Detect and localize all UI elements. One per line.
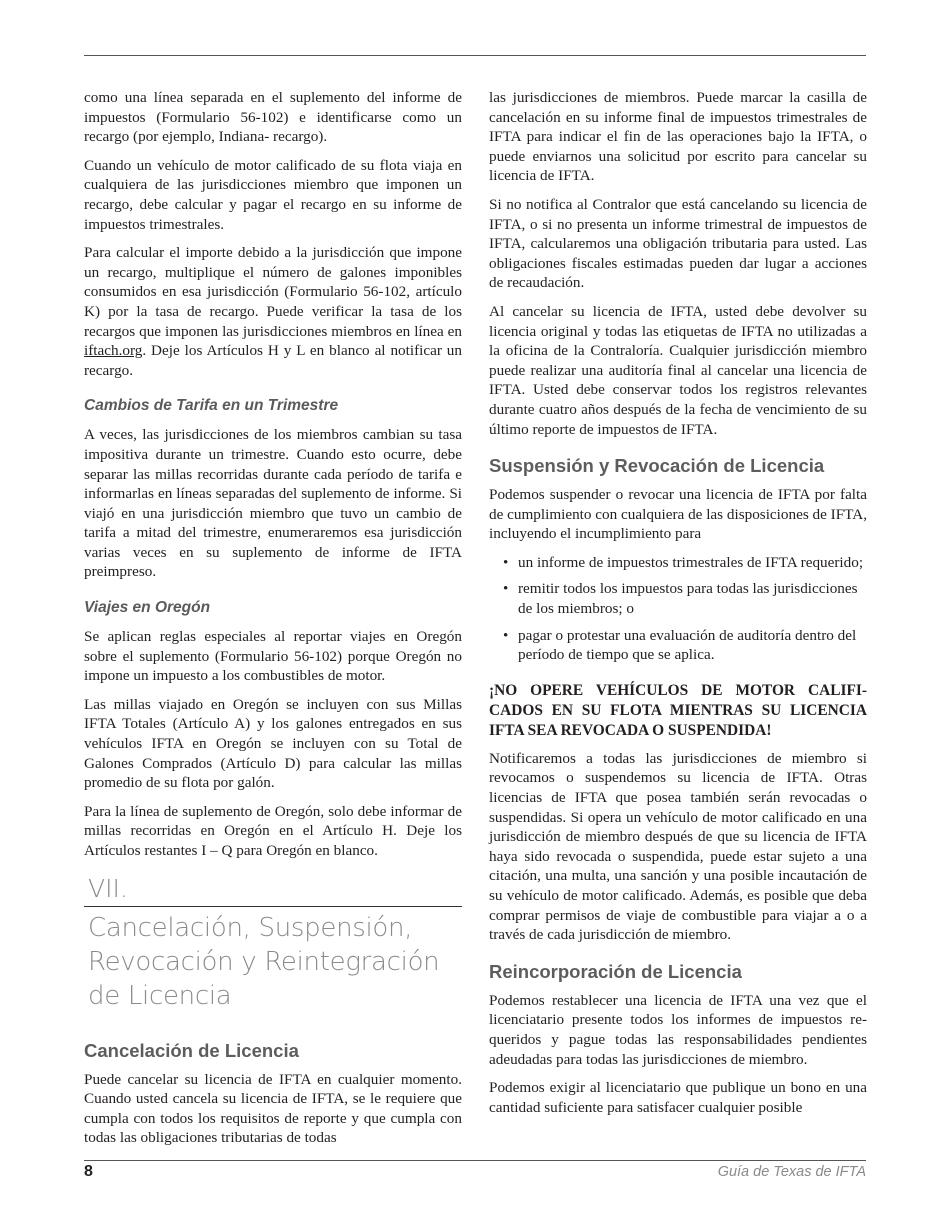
bullet-icon: • <box>503 580 509 598</box>
paragraph: Si no notifica al Contralor que está cancelando su licencia de IFTA, o si no presenta un informe trimestral de impuestos de IFTA, calcularemos una obligación tributaria para usted. Las obligaciones fiscales estimadas pueden dar lugar a acciones de recaudación. <box>489 195 867 292</box>
heading-oregon-trips: Viajes en Oregón <box>84 599 211 617</box>
list-item <box>501 626 867 665</box>
paragraph: A veces, las jurisdicciones de los miembros cambian su tasa impositiva durante un trimestre. Cuando esto ocurre, debe separar las millas recorridas durante cada período de tarifa e informarlas en líneas separadas del suplemento de informe. Si viajó en una jurisdicción miembro que tuvo un cambio de tarifa a mitad del trimestre, enumeraremos esa jurisdicción varias veces en su suplemento de informe de IFTA preimpreso. <box>84 426 462 581</box>
header-rule <box>84 55 866 56</box>
paragraph-surcharge <box>84 243 462 380</box>
paragraph: Cuando un vehículo de motor calificado de su flota viaja en cualquiera de las jurisdicciones miembro que imponen un recargo, debe calcular y pagar el recargo en su informe de impuestos trimestrales. <box>84 156 462 233</box>
list-item <box>501 553 867 573</box>
bullet-icon: • <box>503 553 509 571</box>
paragraph: Podemos suspender o revocar una licencia de IFTA por falta de cumplimiento con cualquiera de las disposiciones de IFTA, incluyendo el incumplimiento para <box>489 486 867 543</box>
warning-notice: ¡NO OPERE VEHÍCULOS DE MOTOR CALIFICADOS EN SU FLOTA MIENTRAS SU LICENCIA IFTA SEA REVOCADA O SUSPENDIDA! <box>489 681 867 739</box>
page-number: 8 <box>84 1163 93 1180</box>
paragraph: las jurisdicciones de miembros. Puede marcar la casilla de cancelación en su informe final de impuestos trimestrales de IFTA para indicar el fin de las operaciones bajo la IFTA, o puede enviarnos una solicitud por escrito para cancelar su licencia de IFTA. <box>489 89 867 185</box>
heading-cancellation: Cancelación de Licencia <box>84 1039 299 1061</box>
paragraph: Puede cancelar su licencia de IFTA en cualquier momento. Cuando usted cancela su licencia de IFTA, se le requiere que cumpla con todos los requisitos de reporte y que cumpla con todas las obligaciones tributarias de todas <box>84 1070 462 1147</box>
chapter-title: Cancelación, Suspensión, Revocación y Reintegración de Licencia <box>88 912 440 1011</box>
text: Para calcular el importe debido a la jurisdicción que impone un recargo, multiplique el número de galones imponibles consumidos en esa jurisdicción (Formulario 56-102, artículo K) por la tasa de recargo. Puede verificar la tasa de los recargos que imponen las jurisdicciones miembros en línea en <box>84 244 462 340</box>
heading-reinstatement: Reincorporación de Licencia <box>489 960 742 982</box>
paragraph: Podemos exigir al licenciatario que publique un bono en una cantidad suficiente para satisfacer cualquier posible <box>489 1079 867 1116</box>
bullet-list <box>489 553 867 665</box>
list-item-text: un informe de impuestos trimestrales de IFTA requerido; <box>518 553 864 571</box>
right-column <box>489 88 867 1126</box>
footer-rule <box>84 1160 866 1161</box>
paragraph: Las millas viajado en Oregón se incluyen con sus Millas IFTA Totales (Artículo A) y los galones entregados en sus vehículos IFTA en Oregón se incluyen con su Total de Galones Comprados (Artículo D) para calcular las millas promedio de su flota por galón. <box>84 695 462 792</box>
paragraph: Podemos restablecer una licencia de IFTA una vez que el licenciatario presente todos los informes de impuestos requeridos y pague todas las responsabilidades pendientes adeudadas para todas las jurisdicciones de miembro. <box>489 991 867 1068</box>
footer-title: Guía de Texas de IFTA <box>717 1164 866 1180</box>
heading-rate-changes: Cambios de Tarifa en un Trimestre <box>84 397 339 415</box>
paragraph: Notificaremos a todas las jurisdicciones de miembro si revocamos o suspendemos su licencia de IFTA. Otras licencias de IFTA que posea también serán revocadas o suspendidas. Si opera un vehículo de motor calificado en una jurisdicción de miembro después de que su licencia de IFTA haya sido revocada o suspendida, puede estar sujeto a una citación, una multa, una sanción y una posible incautación de su vehículo de motor calificado. Además, es posible que deba comprar permisos de viaje de combustible para viajar a o a través de cada jurisdicción de miembro. <box>489 749 867 944</box>
paragraph: Al cancelar su licencia de IFTA, usted debe devolver su licencia original y todas las etiquetas de IFTA no utilizadas a la oficina de la Contraloría. Cualquier jurisdicción miembro puede realizar una auditoría final al cancelar una licencia de IFTA. Usted debe conservar todos los registros relevantes durante cuatro años después de la fecha de vencimiento de su último reporte de impuestos de IFTA. <box>489 302 867 438</box>
paragraph: Se aplican reglas especiales al reportar viajes en Oregón sobre el suplemento (Formulario 56-102) porque Oregón no impone un impuesto a los combustibles de motor. <box>84 628 462 685</box>
iftach-link[interactable]: iftach.org <box>84 342 143 360</box>
heading-suspension: Suspensión y Revocación de Licencia <box>489 455 825 477</box>
list-item-text: pagar o protestar una evaluación de auditoría dentro del período de tiempo que se aplica. <box>518 626 857 664</box>
text: . Deje los Artículos H y L en blanco al notificar un recargo. <box>84 342 462 379</box>
chapter-number: VII. <box>84 870 462 907</box>
list-item-text: remitir todos los impuestos para todas las jurisdicciones de los miembros; o <box>518 580 858 618</box>
paragraph: Para la línea de suplemento de Oregón, solo debe informar de millas recorridas en Oregón en el Artículo H. Deje los Artículos restantes I – Q para Oregón en blanco. <box>84 802 462 859</box>
left-column <box>84 88 462 1157</box>
bullet-icon: • <box>503 626 509 644</box>
paragraph: como una línea separada en el suplemento del informe de impuestos (Formulario 56-102) e identificarse como un recargo (por ejemplo, Indiana- recargo). <box>84 89 462 146</box>
list-item <box>501 579 867 618</box>
